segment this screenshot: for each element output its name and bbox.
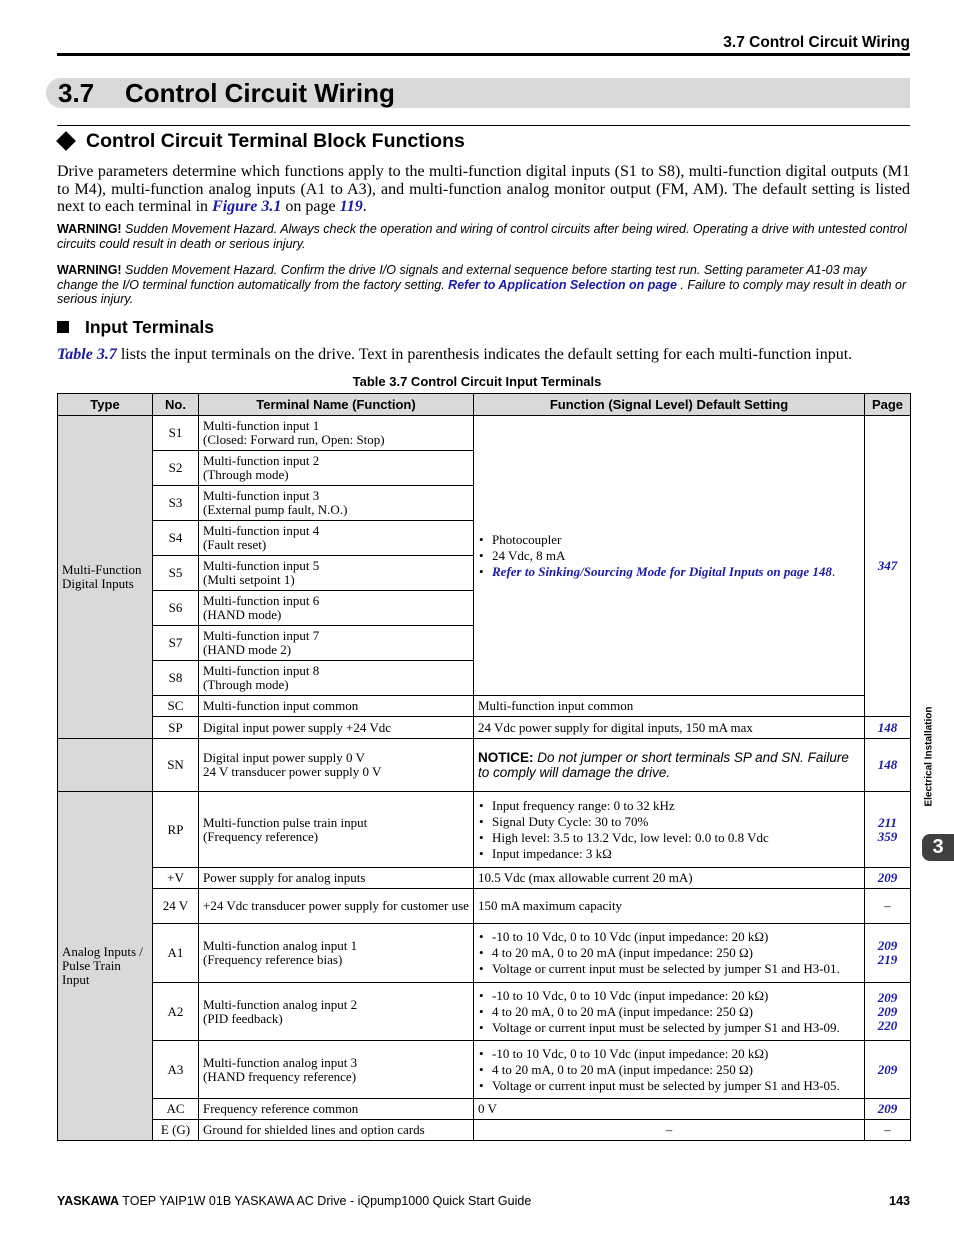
function-bullet: • -10 to 10 Vdc, 0 to 10 Vdc (input impedance: 20 kΩ) [478, 989, 860, 1003]
table-row [58, 1041, 911, 1099]
section-title-bar [46, 78, 910, 108]
terminal-default: (Closed: Forward run, Open: Stop) [203, 432, 385, 447]
function-list [478, 989, 860, 1035]
terminal-name [199, 739, 474, 792]
section-rule [57, 125, 910, 126]
link-period: . [831, 563, 836, 579]
diamond-bullet-icon [56, 131, 76, 151]
chapter-tab: 3 [922, 834, 954, 861]
terminal-name-line: Digital input power supply 0 V [203, 750, 365, 765]
function-cell: Multi-function input common [474, 696, 865, 717]
subsection-heading [57, 129, 465, 153]
footer-doc-info [57, 1194, 531, 1208]
table-row [58, 1120, 911, 1141]
page-link[interactable]: 119 [339, 198, 363, 215]
page-number: 143 [889, 1194, 910, 1208]
running-head: 3.7 Control Circuit Wiring [723, 34, 910, 51]
notice-body: Do not jumper or short terminals SP and SN. Failure to comply will damage the drive. [478, 750, 849, 780]
warning-text-b: . Failure to comply may result in death or serious injury. [57, 277, 907, 306]
function-cell [474, 416, 865, 696]
terminal-no: AC [153, 1099, 199, 1120]
terminal-default: (HAND mode) [203, 607, 282, 622]
terminal-name [199, 626, 474, 661]
warning-label: WARNING! [57, 263, 122, 277]
terminal-name: Digital input power supply +24 Vdc [199, 717, 474, 739]
table-row [58, 739, 911, 792]
section-number: 3.7 [58, 78, 95, 108]
terminal-name-line: Multi-function analog input 2 [203, 996, 358, 1012]
input-terminals-text: lists the input terminals on the drive. Text in parenthesis indicates the default setting for each multi-function input. [116, 346, 853, 363]
notice-text [478, 750, 860, 780]
terminal-name [199, 521, 474, 556]
page-ref[interactable]: 148 [865, 717, 911, 739]
terminal-name [199, 451, 474, 486]
page-ref: – [865, 889, 911, 924]
page-link[interactable]: 220 [877, 1017, 898, 1033]
table-row [58, 1099, 911, 1120]
column-header: Page [865, 394, 911, 416]
terminal-name-line: Multi-function input 6 [203, 593, 320, 608]
terminal-no: A2 [153, 983, 199, 1041]
terminal-default: (Frequency reference bias) [203, 952, 343, 967]
terminal-name [199, 591, 474, 626]
page-ref[interactable]: 148 [865, 739, 911, 792]
function-bullet: • Voltage or current input must be selected by jumper S1 and H3-01. [478, 962, 860, 976]
terminal-no: E (G) [153, 1120, 199, 1141]
input-terminals-title: Input Terminals [85, 317, 214, 337]
page-link[interactable]: 359 [877, 828, 898, 844]
sinking-sourcing-link[interactable]: Refer to Sinking/Sourcing Mode for Digital Inputs on page 148 [492, 563, 832, 579]
footer-doc-title: TOEP YAIP1W 01B YASKAWA AC Drive - iQpump1000 Quick Start Guide [119, 1194, 532, 1208]
side-tab-label [921, 698, 937, 820]
function-bullet: • 4 to 20 mA, 0 to 20 mA (input impedance: 250 Ω) [478, 1005, 860, 1019]
terminal-no: SN [153, 739, 199, 792]
column-header: No. [153, 394, 199, 416]
page-ref[interactable]: 347 [865, 416, 911, 717]
terminal-name: +24 Vdc transducer power supply for customer use [199, 889, 474, 924]
table-caption: Table 3.7 Control Circuit Input Terminals [352, 374, 602, 389]
function-cell [474, 924, 865, 983]
terminal-name-line: Multi-function analog input 3 [203, 1054, 358, 1070]
function-bullet: • 4 to 20 mA, 0 to 20 mA (input impedance: 250 Ω) [478, 946, 860, 960]
terminal-name [199, 924, 474, 983]
terminal-default: (Fault reset) [203, 537, 267, 552]
terminal-default: (HAND frequency reference) [203, 1068, 357, 1084]
terminal-default: (External pump fault, N.O.) [203, 502, 348, 517]
function-cell [474, 739, 865, 792]
terminal-no: SC [153, 696, 199, 717]
function-bullet: • Signal Duty Cycle: 30 to 70% [478, 815, 860, 829]
terminal-name: Frequency reference common [199, 1099, 474, 1120]
control-circuit-input-table [57, 393, 911, 1141]
table-row [58, 792, 911, 868]
function-bullet: • Input impedance: 3 kΩ [478, 847, 860, 861]
function-bullet: • Photocoupler [478, 533, 860, 547]
function-list [478, 799, 860, 861]
terminal-name-line: Multi-function input 3 [203, 488, 320, 503]
function-bullet: • -10 to 10 Vdc, 0 to 10 Vdc (input impedance: 20 kΩ) [478, 1047, 860, 1061]
square-bullet-icon [57, 321, 69, 333]
terminal-no: S8 [153, 661, 199, 696]
terminal-name [199, 792, 474, 868]
function-cell [474, 983, 865, 1041]
function-bullet: • -10 to 10 Vdc, 0 to 10 Vdc (input impedance: 20 kΩ) [478, 930, 860, 944]
function-cell: 150 mA maximum capacity [474, 889, 865, 924]
page-ref[interactable]: 209 [865, 1099, 911, 1120]
terminal-name-line: 24 V transducer power supply 0 V [203, 764, 382, 779]
function-cell [474, 792, 865, 868]
table-row [58, 416, 911, 451]
terminal-no: 24 V [153, 889, 199, 924]
function-cell: 10.5 Vdc (max allowable current 20 mA) [474, 868, 865, 889]
warning-text: Sudden Movement Hazard. Confirm the drive I/O signals and external sequence before starting test run. Setting parameter A1-03 may change the I/O terminal function automatically from the factory setting. [57, 263, 867, 292]
intro-text: Drive parameters determine which functions apply to the multi-function digital inputs (S1 to S8), multi-function digital outputs (M1 to M4), multi-function analog inputs (A1 to A3), and multi-function analog monitor output (FM, AM). The default setting is listed next to each terminal in [57, 163, 910, 215]
terminal-no: RP [153, 792, 199, 868]
terminal-no: +V [153, 868, 199, 889]
intro-paragraph [57, 163, 910, 216]
function-bullet: • Input frequency range: 0 to 32 kHz [478, 799, 860, 813]
terminal-name-line: Multi-function pulse train input [203, 814, 368, 830]
terminal-name [199, 1041, 474, 1099]
terminal-no: SP [153, 717, 199, 739]
function-bullet: • 4 to 20 mA, 0 to 20 mA (input impedance: 250 Ω) [478, 1063, 860, 1077]
type-cell: Analog Inputs / Pulse Train Input [58, 792, 153, 1141]
input-terminals-paragraph [57, 346, 910, 364]
column-header: Terminal Name (Function) [199, 394, 474, 416]
table-row [58, 696, 911, 717]
function-list [478, 930, 860, 976]
page-link[interactable]: 209 [877, 989, 898, 1005]
terminal-name-line: Multi-function input 4 [203, 523, 320, 538]
terminal-no: S4 [153, 521, 199, 556]
figure-link[interactable]: Figure 3.1 [212, 198, 282, 215]
page-link[interactable]: 219 [877, 952, 898, 967]
page-ref: – [865, 1120, 911, 1141]
column-header: Function (Signal Level) Default Setting [474, 394, 865, 416]
terminal-name-line: Multi-function input 7 [203, 628, 320, 643]
page-link[interactable]: 209 [877, 1003, 898, 1019]
table-row [58, 717, 911, 739]
terminal-name-line: Multi-function input 8 [203, 663, 320, 678]
terminal-default: (Frequency reference) [203, 828, 319, 844]
table-row [58, 889, 911, 924]
intro-text-b: on page [281, 198, 340, 215]
function-bullet: • 24 Vdc, 8 mA [478, 549, 860, 563]
section-title: Control Circuit Wiring [125, 78, 395, 108]
terminal-default: (HAND mode 2) [203, 642, 292, 657]
side-tab-text: Electrical Installation [923, 706, 935, 807]
warning-2 [57, 263, 910, 307]
function-list [478, 1047, 860, 1093]
terminal-no: S3 [153, 486, 199, 521]
page-ref[interactable]: 209 [865, 868, 911, 889]
table-row [58, 983, 911, 1041]
function-cell [474, 1041, 865, 1099]
page-ref[interactable]: 209 [865, 1041, 911, 1099]
terminal-default: (Through mode) [203, 677, 289, 692]
warning-text: Sudden Movement Hazard. Always check the operation and wiring of control circuits after being wired. Operating a drive with untested control circuits could result in death or serious injury. [57, 222, 907, 251]
terminal-name-line: Multi-function input 1 [203, 418, 320, 433]
function-cell: 0 V [474, 1099, 865, 1120]
function-bullet [478, 565, 860, 579]
table-header-row [58, 394, 911, 416]
terminal-name: Power supply for analog inputs [199, 868, 474, 889]
type-cell-empty [58, 739, 153, 792]
terminal-default: (Multi setpoint 1) [203, 572, 295, 587]
function-cell: – [474, 1120, 865, 1141]
page-link[interactable]: 209 [877, 938, 898, 953]
table-link[interactable]: Table 3.7 [57, 346, 117, 363]
terminal-no: S7 [153, 626, 199, 661]
terminal-name [199, 556, 474, 591]
intro-text-c: . [362, 198, 367, 215]
terminal-no: A1 [153, 924, 199, 983]
terminal-no: A3 [153, 1041, 199, 1099]
page-ref [865, 924, 911, 983]
terminal-name: Multi-function input common [199, 696, 474, 717]
header-rule [57, 53, 910, 56]
warning-label: WARNING! [57, 222, 122, 236]
terminal-no: S5 [153, 556, 199, 591]
terminal-default: (Through mode) [203, 467, 289, 482]
terminal-default: (PID feedback) [203, 1010, 283, 1026]
function-bullet: • High level: 3.5 to 13.2 Vdc, low level: 0.0 to 0.8 Vdc [478, 831, 860, 845]
page-link[interactable]: 211 [878, 814, 897, 830]
terminal-name-line: Multi-function input 2 [203, 453, 320, 468]
input-terminals-heading [57, 316, 214, 338]
page-ref [865, 983, 911, 1041]
type-cell: Multi-Function Digital Inputs [58, 416, 153, 739]
subsection-title: Control Circuit Terminal Block Functions [86, 130, 465, 152]
page-ref [865, 792, 911, 868]
function-cell: 24 Vdc power supply for digital inputs, 150 mA max [474, 717, 865, 739]
terminal-name-line: Multi-function analog input 1 [203, 938, 358, 953]
terminal-name: Ground for shielded lines and option cards [199, 1120, 474, 1141]
terminal-no: S1 [153, 416, 199, 451]
column-header: Type [58, 394, 153, 416]
terminal-no: S2 [153, 451, 199, 486]
notice-label: NOTICE: [478, 750, 534, 765]
terminal-name [199, 416, 474, 451]
warning-1 [57, 222, 910, 251]
function-list [478, 533, 860, 579]
terminal-name-line: Multi-function input 5 [203, 558, 320, 573]
table-row [58, 924, 911, 983]
footer-brand: YASKAWA [57, 1194, 120, 1208]
terminal-name [199, 983, 474, 1041]
terminal-name [199, 661, 474, 696]
function-bullet: • Voltage or current input must be selected by jumper S1 and H3-09. [478, 1021, 860, 1035]
table-row [58, 868, 911, 889]
terminal-name [199, 486, 474, 521]
terminal-no: S6 [153, 591, 199, 626]
function-bullet: • Voltage or current input must be selected by jumper S1 and H3-05. [478, 1079, 860, 1093]
application-selection-link[interactable]: Refer to Application Selection on page [448, 277, 677, 292]
